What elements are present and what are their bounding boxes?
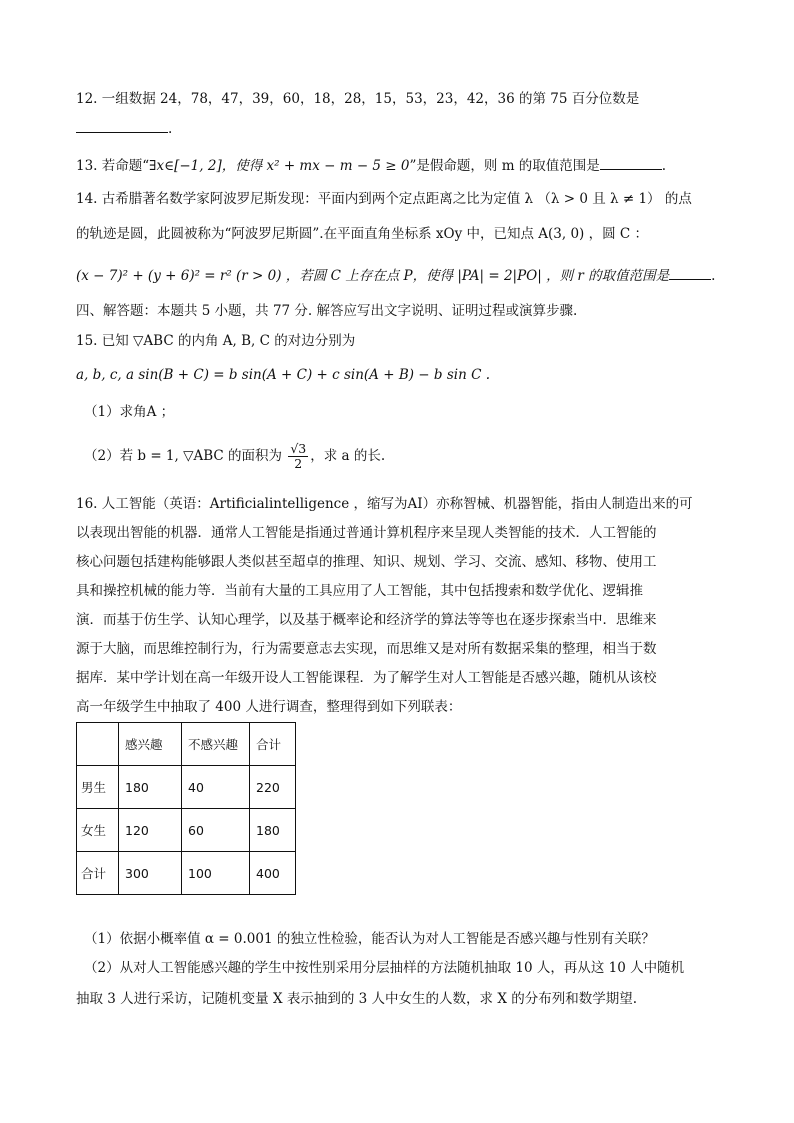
table-row <box>77 852 296 895</box>
q16-part2-line1: （2）从对人工智能感兴趣的学生中按性别采用分层抽样的方法随机抽取 10 人，再从这 10 人中随机 <box>84 960 685 976</box>
table-cell: 感兴趣 <box>119 723 182 766</box>
q12-answer-blank[interactable] <box>76 118 168 133</box>
q14-line2: 的轨迹是圆，此圆被称为“阿波罗尼斯圆”.在平面直角坐标系 xOy 中，已知点 A(3, 0) ，圆 C ： <box>76 226 649 242</box>
q14-line3: (x − 7)² + (y + 6)² = r² (r > 0) ，若圆 C 上存在点 P，使得 |PA| = 2|PO| ，则 r 的取值范围是 . <box>76 265 715 286</box>
table-cell: 60 <box>182 809 250 852</box>
contingency-table <box>76 722 296 895</box>
table-header-row <box>77 723 296 766</box>
table-cell: 300 <box>119 852 182 895</box>
q14-line1: 14. 古希腊著名数学家阿波罗尼斯发现：平面内到两个定点距离之比为定值 λ （λ > 0 且 λ ≠ 1） 的点 <box>76 191 692 207</box>
table-cell: 不感兴趣 <box>182 723 250 766</box>
table-cell: 120 <box>119 809 182 852</box>
q15-part2: （2）若 b = 1, ▽ABC 的面积为 $\frac{√3}{2}$ ，求 a 的长. <box>84 441 386 471</box>
table-cell: 180 <box>250 809 296 852</box>
q16-line1: 16. 人工智能（英语：Artificialintelligence ，缩写为AI）亦称智械、机器智能，指由人制造出来的可 <box>76 496 693 512</box>
table-cell: 女生 <box>77 809 119 852</box>
q13-answer-blank[interactable] <box>600 155 662 170</box>
area-fraction: $\frac{√3}{2}$ <box>290 441 307 471</box>
table-cell: 合计 <box>250 723 296 766</box>
table-cell: 220 <box>250 766 296 809</box>
section-heading: 四、解答题：本题共 5 小题，共 77 分. 解答应写出文字说明、证明过程或演算步骤. <box>76 303 578 319</box>
q13-text: 13. 若命题“∃x∈[−1, 2]，使得 x² + mx − m − 5 ≥ 0”是假命题，则 m 的取值范围是 . <box>76 155 666 176</box>
table-cell: 合计 <box>77 852 119 895</box>
table-row <box>77 809 296 852</box>
q16-line8: 高一年级学生中抽取了 400 人进行调查，整理得到如下列联表： <box>76 699 462 715</box>
q15-part1: （1）求角A ； <box>84 404 175 420</box>
table-cell: 40 <box>182 766 250 809</box>
q16-line5: 演．而基于仿生学、认知心理学，以及基于概率论和经济学的算法等等也在逐步探索当中．思维来 <box>76 612 657 628</box>
table-cell <box>77 723 119 766</box>
table-row <box>77 766 296 809</box>
q16-line7: 据库．某中学计划在高一年级开设人工智能课程．为了解学生对人工智能是否感兴趣，随机从该校 <box>76 670 657 686</box>
q16-line2: 以表现出智能的机器．通常人工智能是指通过普通计算机程序来呈现人类智能的技术．人工智能的 <box>76 525 657 541</box>
q12-text: 12. 一组数据 24，78，47，39，60，18，28，15，53，23，42，36 的第 75 百分位数是 <box>76 91 640 107</box>
table-cell: 180 <box>119 766 182 809</box>
q14-answer-blank[interactable] <box>669 265 711 280</box>
q13-condition: ∃x∈[−1, 2]，使得 x² + mx − m − 5 ≥ 0 <box>149 158 410 174</box>
q16-line6: 源于大脑，而思维控制行为，行为需要意志去实现，而思维又是对所有数据采集的整理，相当于数 <box>76 641 657 657</box>
table-cell: 100 <box>182 852 250 895</box>
q16-line3: 核心问题包括建构能够跟人类似甚至超卓的推理、知识、规划、学习、交流、感知、移物、使用工 <box>76 554 657 570</box>
q16-line4: 具和操控机械的能力等．当前有大量的工具应用了人工智能，其中包括搜索和数学优化、逻辑推 <box>76 583 643 599</box>
q15-line1: 15. 已知 ▽ABC 的内角 A, B, C 的对边分别为 <box>76 333 356 349</box>
table-cell: 400 <box>250 852 296 895</box>
q16-part1: （1）依据小概率值 α = 0.001 的独立性检验，能否认为对人工智能是否感兴趣与性别有关联？ <box>84 931 655 947</box>
q16-part2-line2: 抽取 3 人进行采访，记随机变量 X 表示抽到的 3 人中女生的人数，求 X 的分布列和数学期望. <box>76 991 638 1007</box>
table-cell: 男生 <box>77 766 119 809</box>
q12-answer-line: . <box>76 118 172 139</box>
q15-line2: a, b, c, a sin(B + C) = b sin(A + C) + c sin(A + B) − b sin C . <box>76 367 490 383</box>
